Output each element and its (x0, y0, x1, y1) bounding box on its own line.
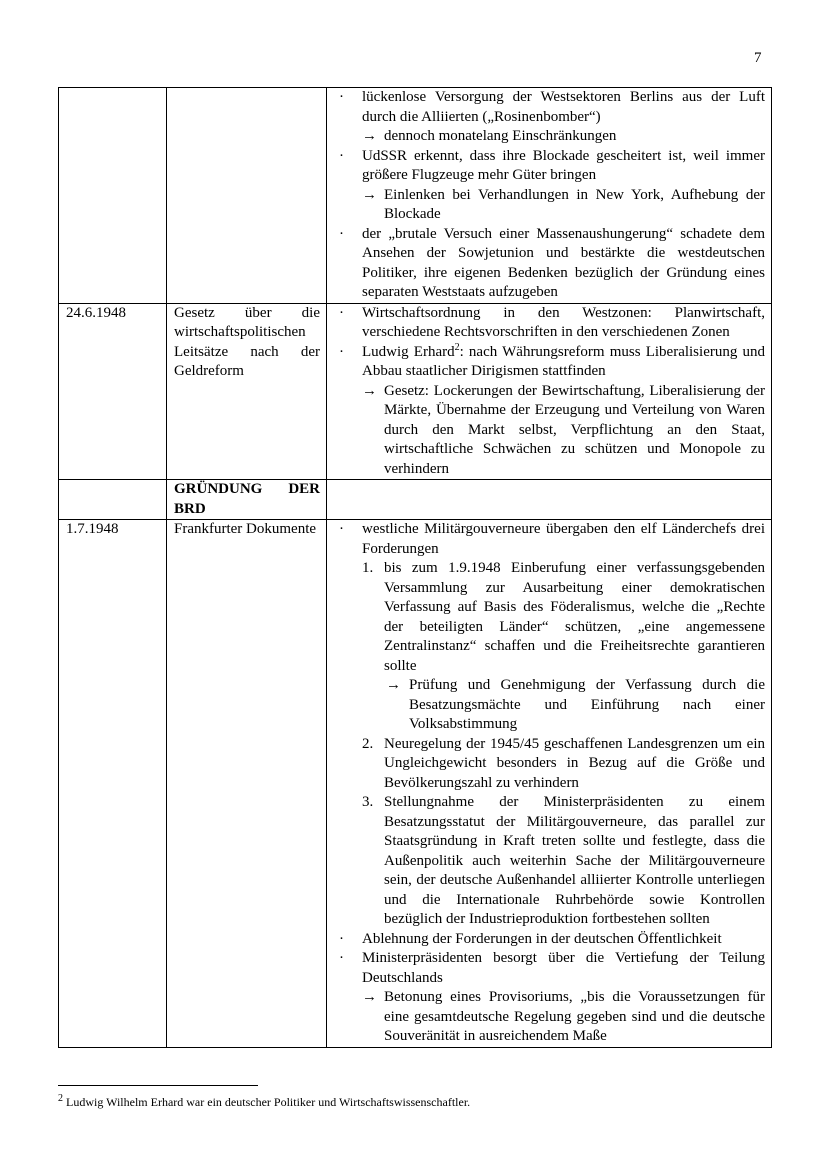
footnote-text: Ludwig Wilhelm Erhard war ein deutscher Politiker und Wirtschaftswissenschaftler. (66, 1095, 471, 1109)
bullet-item (334, 520, 765, 559)
item-number: 2. (362, 735, 374, 752)
footnote-separator (58, 1085, 258, 1086)
item-text: Einlenken bei Verhandlungen in New York, Aufhebung der Blockade (384, 186, 765, 222)
table-row (59, 520, 772, 1048)
event-cell: Frankfurter Dokumente (167, 520, 327, 1048)
date-cell: 1.7.1948 (59, 520, 167, 1048)
bullet-item (334, 930, 765, 950)
event-cell (167, 88, 327, 304)
bullet-item (334, 147, 765, 186)
arrow-icon: → (386, 677, 401, 693)
arrow-item (334, 988, 765, 1047)
arrow-item (334, 186, 765, 225)
page-number: 7 (754, 50, 762, 66)
footnote-ref: 2 (454, 341, 460, 353)
table-row (59, 480, 772, 520)
notes-cell (327, 303, 772, 480)
event-cell: Gesetz über die wirtschaftspolitischen Leitsätze nach der Geldreform (167, 303, 327, 480)
item-text: Ludwig Erhard (362, 343, 455, 360)
item-text: dennoch monatelang Einschränkungen (384, 128, 617, 144)
footnote (58, 1095, 470, 1110)
bullet-icon: · (339, 950, 344, 966)
bullet-item (334, 949, 765, 988)
numbered-item (334, 793, 765, 930)
item-text: Stellungnahme der Ministerpräsidenten zu einem Besatzungsstatut der Militärgouverneure, das parallel zur Staatsgründung in Kraft treten sollte und festlegte, dass die Außenpolitik auch weiterhin Sache der Militärgouverneure sein, der deutsche Außenhandel alliierter Kontrolle unterliegen und die Internationale Ruhrbehörde sowie Kontrollen bezüglich der Industrieproduktion fortbestehen sollten (384, 794, 765, 927)
item-text: lückenlose Versorgung der Westsektoren Berlins aus der Luft durch die Alliierten („Rosinenbomber“) (362, 89, 765, 125)
numbered-item (334, 559, 765, 676)
item-text: Betonung eines Provisoriums, „bis die Voraussetzungen für eine gesamtdeutsche Regelung gegeben sind und die deutsche Souveränität in ausreichendem Maße (384, 989, 765, 1044)
bullet-item (334, 304, 765, 343)
item-number: 3. (362, 794, 374, 810)
date-cell (59, 88, 167, 304)
bullet-icon: · (339, 225, 344, 242)
footnote-number: 2 (58, 1093, 63, 1104)
bullet-item (334, 343, 765, 382)
item-text: : nach Währungsreform muss Liberalisierung und Abbau staatlicher Dirigismen stattfinden (362, 343, 765, 379)
timeline-table (58, 87, 772, 1048)
arrow-icon: → (362, 186, 377, 203)
item-number: 1. (362, 560, 374, 576)
date-cell (59, 480, 167, 520)
arrow-icon: → (362, 989, 377, 1005)
bullet-item (334, 88, 765, 127)
arrow-item (334, 382, 765, 480)
bullet-icon: · (339, 521, 344, 537)
numbered-item (334, 735, 765, 794)
table-row (59, 303, 772, 480)
bullet-icon: · (339, 147, 344, 164)
item-text: Prüfung und Genehmigung der Verfassung durch die Besatzungsmächte und Einführung nach einer Volksabstimmung (409, 677, 765, 732)
item-text: westliche Militärgouverneure übergaben den elf Länderchefs drei Forderungen (362, 521, 765, 557)
item-text: bis zum 1.9.1948 Einberufung einer verfassungsgebenden Versammlung zur Ausarbeitung einer demokratischen Verfassung auf Basis des Föderalismus, welche die „Rechte der beteiligten Länder“ schützen, „eine angemessene Zentralinstanz“ schaffen und die Freiheitsrechte garantieren sollte (384, 560, 765, 674)
section-heading: GRÜNDUNG DER BRD (167, 480, 327, 520)
arrow-icon: → (362, 128, 377, 144)
item-text: Neuregelung der 1945/45 geschaffenen Landesgrenzen um ein Ungleichgewicht besonders in Bezug auf die Größe und Bevölkerungszahl zu verhindern (384, 735, 765, 791)
date-cell: 24.6.1948 (59, 303, 167, 480)
notes-cell (327, 520, 772, 1048)
bullet-item (334, 225, 765, 303)
notes-cell (327, 480, 772, 520)
arrow-item (334, 127, 765, 147)
arrow-item (334, 676, 765, 735)
bullet-icon: · (339, 89, 344, 105)
bullet-icon: · (339, 343, 344, 360)
bullet-icon: · (339, 304, 344, 321)
item-text: der „brutale Versuch einer Massenaushungerung“ schadete dem Ansehen der Sowjetunion und bestärkte die westdeutschen Politiker, ihre eigenen Bedenken bezüglich der Gründung eines separaten Weststaats aufzugeben (362, 225, 765, 300)
item-text: Wirtschaftsordnung in den Westzonen: Planwirtschaft, verschiedene Rechtsvorschriften in den verschiedenen Zonen (362, 304, 765, 340)
arrow-icon: → (362, 382, 377, 399)
table-row (59, 88, 772, 304)
notes-cell (327, 88, 772, 304)
item-text: UdSSR erkennt, dass ihre Blockade gescheitert ist, weil immer größere Flugzeuge mehr Güter bringen (362, 147, 765, 183)
bullet-icon: · (339, 930, 344, 947)
item-text: Ablehnung der Forderungen in der deutschen Öffentlichkeit (362, 930, 722, 947)
item-text: Gesetz: Lockerungen der Bewirtschaftung, Liberalisierung der Märkte, Übernahme der Erzeugung und Verteilung von Waren durch den Markt selbst, Verpflichtung an den Staat, wirtschaftliche Schwächen zu schützen und Monopole zu verhindern (384, 382, 765, 477)
item-text: Ministerpräsidenten besorgt über die Vertiefung der Teilung Deutschlands (362, 950, 765, 986)
